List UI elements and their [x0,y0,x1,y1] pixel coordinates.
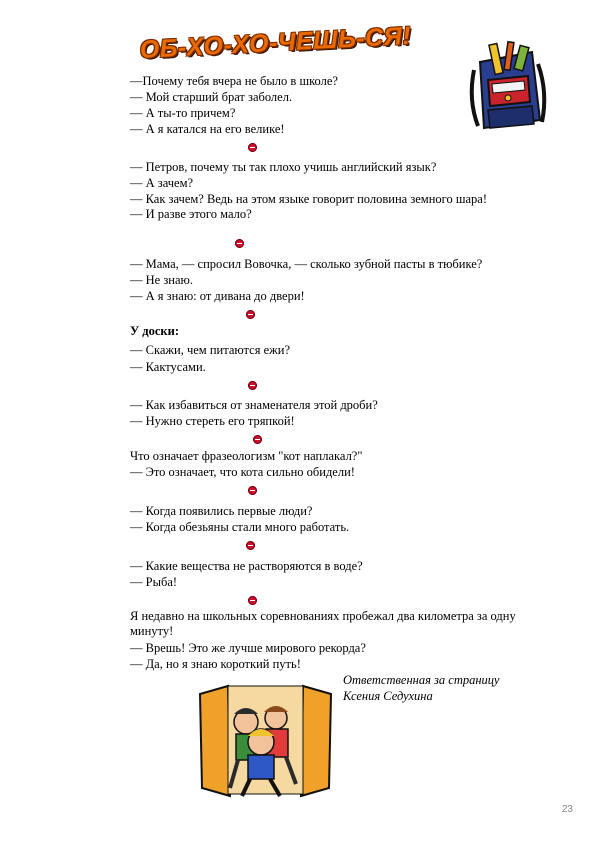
backpack-illustration [462,40,552,132]
separator-icon [246,310,255,319]
joke-4-line-1: — Скажи, чем питаются ежи? [130,343,291,357]
joke-6-line-1: Что означает фразеологизм "кот наплакал?" [130,449,363,463]
joke-4-heading: У доски: [130,324,179,338]
page-number: 23 [561,804,573,815]
joke-7-line-1: — Когда появились первые люди? [130,504,313,518]
joke-1-line-4: — А я катался на его велике! [130,122,285,136]
joke-5-line-2: — Нужно стереть его тряпкой! [130,414,295,428]
separator-icon [248,143,257,152]
joke-9-line-2: — Врешь! Это же лучше мирового рекорда? [130,641,366,655]
separator-icon [248,596,257,605]
joke-2-line-2: — А зачем? [130,176,194,190]
joke-3-line-3: — А я знаю: от дивана до двери! [130,289,305,303]
joke-9-line-1: Я недавно на школьных соревнованиях пробежал два километра за одну минуту! [130,609,516,638]
separator-icon [253,435,262,444]
joke-2-line-4: — И разве этого мало? [130,207,252,221]
joke-4-line-2: — Кактусами. [130,360,206,374]
joke-1-line-2: — Мой старший брат заболел. [130,90,293,104]
joke-6-line-2: — Это означает, что кота сильно обидели! [130,465,355,479]
joke-1-line-1: —Почему тебя вчера не было в школе? [130,74,338,88]
joke-9-line-3: — Да, но я знаю короткий путь! [130,657,301,671]
page-title: ОБ-ХО-ХО-ЧЕШЬ-СЯ! [139,21,412,64]
joke-2-line-3: — Как зачем? Ведь на этом языке говорит половина земного шара! [130,192,487,206]
credit-name: Ксения Седухина [343,689,433,703]
joke-1-line-3: — А ты-то причем? [130,106,236,120]
separator-icon [235,239,244,248]
joke-8-line-1: — Какие вещества не растворяются в воде? [130,559,363,573]
separator-icon [248,381,257,390]
separator-icon [248,486,257,495]
separator-icon [246,541,255,550]
credit-role: Ответственная за страницу [343,673,500,687]
joke-3-line-1: — Мама, — спросил Вовочка, — сколько зубной пасты в тюбике? [130,257,483,271]
joke-7-line-2: — Когда обезьяны стали много работать. [130,520,350,534]
joke-5-line-1: — Как избавиться от знаменателя этой дроби? [130,398,378,412]
joke-2-line-1: — Петров, почему ты так плохо учишь английский язык? [130,160,437,174]
kids-running-illustration [198,684,333,802]
joke-8-line-2: — Рыба! [130,575,178,589]
joke-3-line-2: — Не знаю. [130,273,193,287]
